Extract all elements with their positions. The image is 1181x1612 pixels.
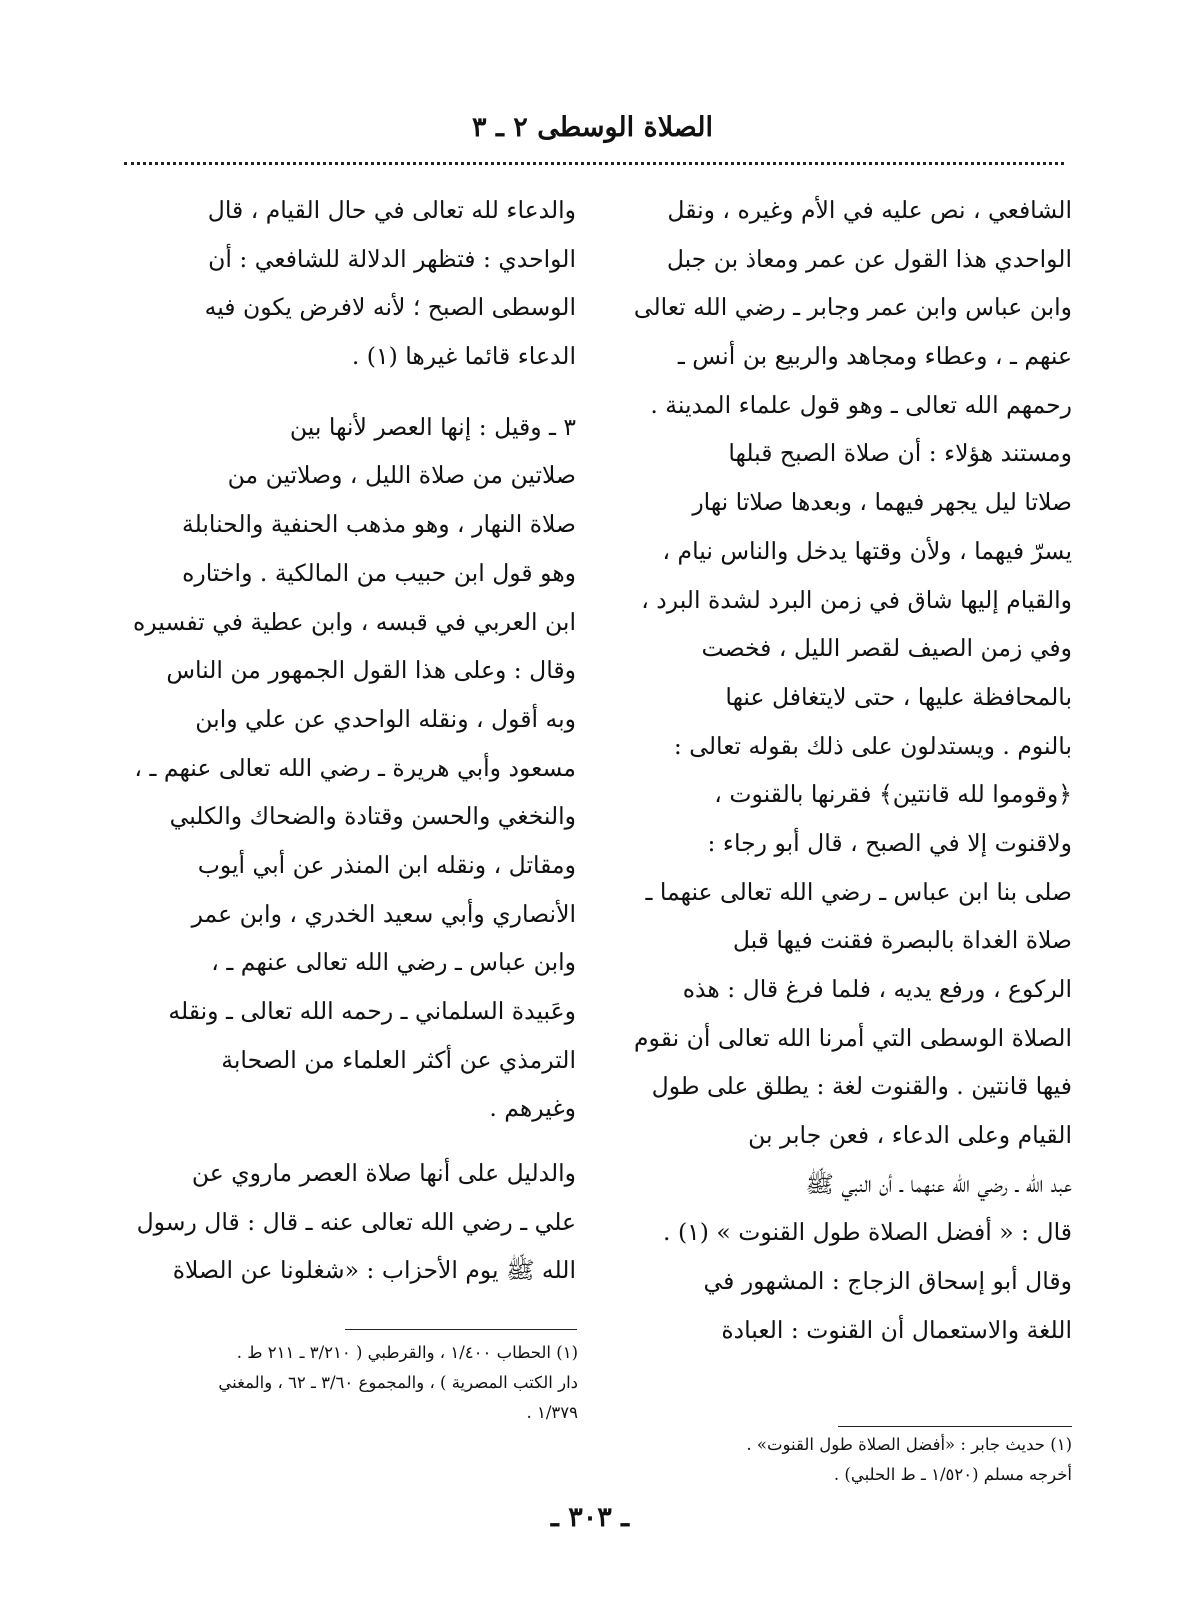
text-line: الصلاة الوسطى التي أمرنا الله تعالى أن نقوم: [634, 1023, 1072, 1052]
text-line: والنخغي والحسن وقتادة والضحاك والكلبي: [169, 802, 576, 831]
text-line: صلاة النهار ، وهو مذهب الحنفية والحنابلة: [182, 510, 576, 539]
footnote-right: [700, 1430, 1072, 1490]
text-line: والدليل على أنها صلاة العصر ماروي عن: [191, 1159, 576, 1188]
text-line: الشافعي ، نص عليه في الأم وغيره ، ونقل: [667, 196, 1072, 224]
text-line: وعَبيدة السلماني ـ رحمه الله تعالى ـ ونقله: [168, 997, 576, 1025]
text-line: صلاتا ليل يجهر فيهما ، وبعدها صلاتا نهار: [692, 488, 1072, 517]
text-line: ومقاتل ، ونقله ابن المنذر عن أبي أيوب: [197, 850, 576, 879]
text-line: بالنوم . ويستدلون على ذلك بقوله تعالى :: [673, 731, 1072, 760]
footnote-left: [120, 1338, 578, 1428]
text-line: فيها قانتين . والقنوت لغة : يطلق على طول: [651, 1072, 1072, 1101]
text-line: عنهم ـ ، وعطاء ومجاهد والربيع بن أنس ـ: [677, 342, 1072, 371]
text-line: وهو قول ابن حبيب من المالكية . واختاره: [182, 558, 576, 587]
footnote-line: (١) حديث جابر : «أفضل الصلاة طول القنوت» .: [746, 1435, 1072, 1454]
text-line: ﴿وقوموا لله قانتين﴾ فقرنها بالقنوت ،: [714, 780, 1072, 809]
text-line: ابن العربي في قبسه ، وابن عطية في تفسيره: [132, 607, 576, 636]
text-line: رحمهم الله تعالى ـ وهو قول علماء المدينة .: [650, 390, 1072, 419]
right-text-column: [618, 186, 1072, 1355]
text-line: اللغة والاستعمال أن القنوت : العبادة: [721, 1315, 1072, 1344]
text-line: والقيام إليها شاق في زمن البرد لشدة البرد ،: [641, 585, 1072, 614]
text-line: صلى بنا ابن عباس ـ رضي الله تعالى عنهما ـ: [645, 877, 1072, 906]
text-line: الواحدي : فتظهر الدلالة للشافعي : أن: [208, 244, 576, 273]
text-line: ومستند هؤلاء : أن صلاة الصبح قبلها: [728, 439, 1072, 468]
paragraph-gap: [120, 1133, 576, 1149]
footnote-line: دار الكتب المصرية ) ، والمجموع ٣/٦٠ ـ ٦٢ ، والمغني: [218, 1373, 578, 1392]
text-line: علي ـ رضي الله تعالى عنه ـ قال : قال رسول: [136, 1207, 576, 1236]
header-dotted-rule: [124, 162, 1064, 165]
text-line: وفي زمن الصيف لقصر الليل ، فخصت: [701, 634, 1072, 663]
text-line: القيام وعلى الدعاء ، فعن جابر بن: [748, 1121, 1072, 1150]
text-line: الدعاء قائما غيرها (١) .: [351, 342, 576, 371]
text-line: الوسطى الصبح ؛ لأنه لافرض يكون فيه: [204, 293, 576, 322]
text-line: وقال أبو إسحاق الزجاج : المشهور في: [703, 1267, 1072, 1296]
text-line: يسرّ فيهما ، ولأن وقتها يدخل والناس نيام ،: [662, 536, 1072, 565]
text-line: الأنصاري وأبي سعيد الخدري ، وابن عمر: [191, 899, 576, 928]
paragraph-gap: [120, 381, 576, 403]
footnote-divider-right: [838, 1426, 1072, 1427]
text-line: صلاة الغداة بالبصرة فقنت فيها قبل: [732, 926, 1072, 955]
text-line: عبد الله ـ رضي الله عنهما ـ أن النبي ﷺ: [805, 1169, 1072, 1198]
text-line: مسعود وأبي هريرة ـ رضي الله تعالى عنهم ـ ،: [134, 753, 576, 782]
text-line: وقال : وعلى هذا القول الجمهور من الناس: [166, 656, 576, 685]
text-line: صلاتين من صلاة الليل ، وصلاتين من: [227, 461, 576, 490]
text-line: وابن عباس ـ رضي الله تعالى عنهم ـ ،: [211, 948, 576, 977]
text-line: وابن عباس وابن عمر وجابر ـ رضي الله تعالى: [633, 293, 1072, 322]
page-header-title: الصلاة الوسطى ٢ ـ ٣: [472, 112, 713, 143]
left-text-column: [120, 186, 576, 1295]
text-line: قال : « أفضل الصلاة طول القنوت » (١) .: [663, 1218, 1072, 1247]
text-line: وبه أقول ، ونقله الواحدي عن علي وابن: [195, 704, 576, 733]
footnote-divider-left: [345, 1329, 577, 1330]
text-line: ولاقنوت إلا في الصبح ، قال أبو رجاء :: [707, 828, 1072, 857]
text-line: وغيرهم .: [489, 1094, 576, 1123]
text-line: الله ﷺ يوم الأحزاب : «شغلونا عن الصلاة: [172, 1256, 576, 1285]
footnote-line: ١/٣٧٩ .: [526, 1403, 578, 1422]
footnote-line: أخرجه مسلم (١/٥٢٠ ـ ط الحلبي) .: [833, 1465, 1072, 1484]
page-number: ـ ٣٠٣ ـ: [550, 1502, 630, 1533]
text-line: الركوع ، ورفع يديه ، فلما فرغ قال : هذه: [682, 975, 1072, 1003]
text-line: الواحدي هذا القول عن عمر ومعاذ بن جبل: [666, 244, 1072, 273]
text-line: بالمحافظة عليها ، حتى لايتغافل عنها: [725, 682, 1072, 711]
text-line: والدعاء لله تعالى في حال القيام ، قال: [207, 196, 576, 224]
text-line: الترمذي عن أكثر العلماء من الصحابة: [221, 1045, 576, 1074]
footnote-line: (١) الحطاب ١/٤٠٠ ، والقرطبي ( ٣/٢١٠ ـ ٢١١ ط .: [236, 1343, 578, 1362]
text-line: ٣ ـ وقيل : إنها العصر لأنها بين: [289, 412, 576, 441]
